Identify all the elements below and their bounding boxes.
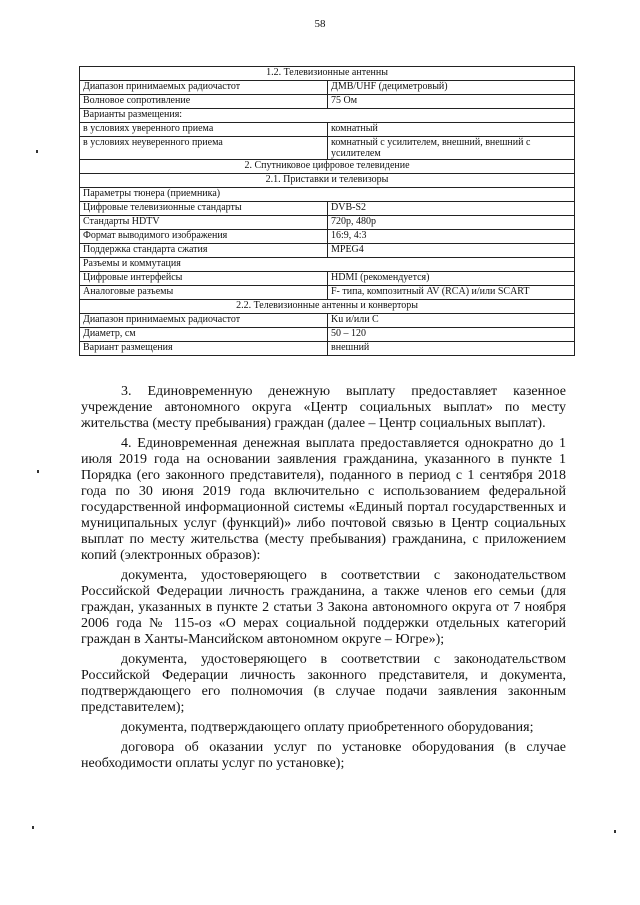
parameter-name: Цифровые телевизионные стандарты xyxy=(80,202,328,216)
table-row xyxy=(80,81,575,95)
table-row xyxy=(80,202,575,216)
section-title: 1.2. Телевизионные антенны xyxy=(80,67,575,81)
parameter-value: 16:9, 4:3 xyxy=(328,230,575,244)
page-number: 58 xyxy=(314,18,326,30)
parameter-value: внешний xyxy=(328,342,575,356)
parameter-value: комнатный xyxy=(328,123,575,137)
section-title: 2.1. Приставки и телевизоры xyxy=(80,174,575,188)
group-title: Параметры тюнера (приемника) xyxy=(80,188,575,202)
paragraph: документа, подтверждающего оплату приобретенного оборудования; xyxy=(121,720,534,735)
paragraph: документа, удостоверяющего в соответствии с законодательством Российской Федерации личность законного представителя, и документа, подтверждающего его полномочия (в случае подачи заявления законным представителем); xyxy=(81,652,566,715)
table-row xyxy=(80,230,575,244)
equipment-spec-table xyxy=(79,66,575,356)
parameter-value: 720p, 480p xyxy=(328,216,575,230)
table-section-header xyxy=(80,300,575,314)
table-row xyxy=(80,286,575,300)
section-title: 2.2. Телевизионные антенны и конверторы xyxy=(80,300,575,314)
table-group-header xyxy=(80,109,575,123)
parameter-value: DVB-S2 xyxy=(328,202,575,216)
parameter-value: Ku и/или C xyxy=(328,314,575,328)
paragraph: документа, удостоверяющего в соответствии с законодательством Российской Федерации личность гражданина, а также членов его семьи (для граждан, указанных в пункте 2 статьи 3 Закона автономного округа от 7 ноября 2006 года № 115-оз «О мерах социальной поддержки отдельных категорий граждан в Ханты-Мансийском автономном округе – Югре»); xyxy=(81,568,566,647)
section-title: 2. Спутниковое цифровое телевидение xyxy=(80,160,575,174)
table-section-header xyxy=(80,174,575,188)
parameter-value: 75 Ом xyxy=(328,95,575,109)
parameter-name: в условиях уверенного приема xyxy=(80,123,328,137)
parameter-name: в условиях неуверенного приема xyxy=(80,137,328,160)
parameter-name: Волновое сопротивление xyxy=(80,95,328,109)
paragraph: 3. Единовременную денежную выплату предоставляет казенное учреждение автономного округа «Центр социальных выплат» по месту жительства (месту пребывания) граждан (далее – Центр социальных выплат). xyxy=(81,384,566,431)
table-row xyxy=(80,123,575,137)
parameter-name: Диапазон принимаемых радиочастот xyxy=(80,81,328,95)
parameter-name: Стандарты HDTV xyxy=(80,216,328,230)
parameter-name: Формат выводимого изображения xyxy=(80,230,328,244)
table-row xyxy=(80,314,575,328)
parameter-name: Аналоговые разъемы xyxy=(80,286,328,300)
parameter-value: 50 – 120 xyxy=(328,328,575,342)
parameter-name: Поддержка стандарта сжатия xyxy=(80,244,328,258)
spec-table-body xyxy=(80,67,575,356)
scan-mark xyxy=(32,826,34,829)
parameter-value: MPEG4 xyxy=(328,244,575,258)
table-row xyxy=(80,216,575,230)
paragraph: 4. Единовременная денежная выплата предоставляется однократно до 1 июля 2019 года на основании заявления гражданина, указанного в пункте 1 Порядка (его законного представителя), поданного в период с 1 сентября 2018 года по 30 июня 2019 года включительно с использованием федеральной государственной информационной системы «Единый портал государственных и муниципальных услуг (функций)» либо почтовой связью в Центр социальных выплат по месту жительства (месту пребывания) гражданина, с приложением копий (электронных образов): xyxy=(81,436,566,563)
scan-mark xyxy=(614,830,616,833)
parameter-name: Диаметр, см xyxy=(80,328,328,342)
table-group-header xyxy=(80,258,575,272)
table-row xyxy=(80,342,575,356)
table-section-header xyxy=(80,160,575,174)
parameter-name: Диапазон принимаемых радиочастот xyxy=(80,314,328,328)
table-row xyxy=(80,272,575,286)
table-row xyxy=(80,244,575,258)
parameter-name: Цифровые интерфейсы xyxy=(80,272,328,286)
document-body xyxy=(81,384,566,774)
table-group-header xyxy=(80,188,575,202)
parameter-value: комнатный с усилителем, внешний, внешний с усилителем xyxy=(328,137,575,160)
parameter-value: HDMI (рекомендуется) xyxy=(328,272,575,286)
parameter-name: Вариант размещения xyxy=(80,342,328,356)
table-section-header xyxy=(80,67,575,81)
table-row xyxy=(80,137,575,160)
group-title: Варианты размещения: xyxy=(80,109,575,123)
table-row xyxy=(80,328,575,342)
group-title: Разъемы и коммутация xyxy=(80,258,575,272)
scan-mark xyxy=(37,470,39,473)
parameter-value: F- типа, композитный AV (RCA) и/или SCART xyxy=(328,286,575,300)
scan-mark xyxy=(36,150,38,153)
paragraph: договора об оказании услуг по установке оборудования (в случае необходимости оплаты услуг по установке); xyxy=(81,740,566,771)
parameter-value: ДМВ/UHF (дециметровый) xyxy=(328,81,575,95)
table-row xyxy=(80,95,575,109)
